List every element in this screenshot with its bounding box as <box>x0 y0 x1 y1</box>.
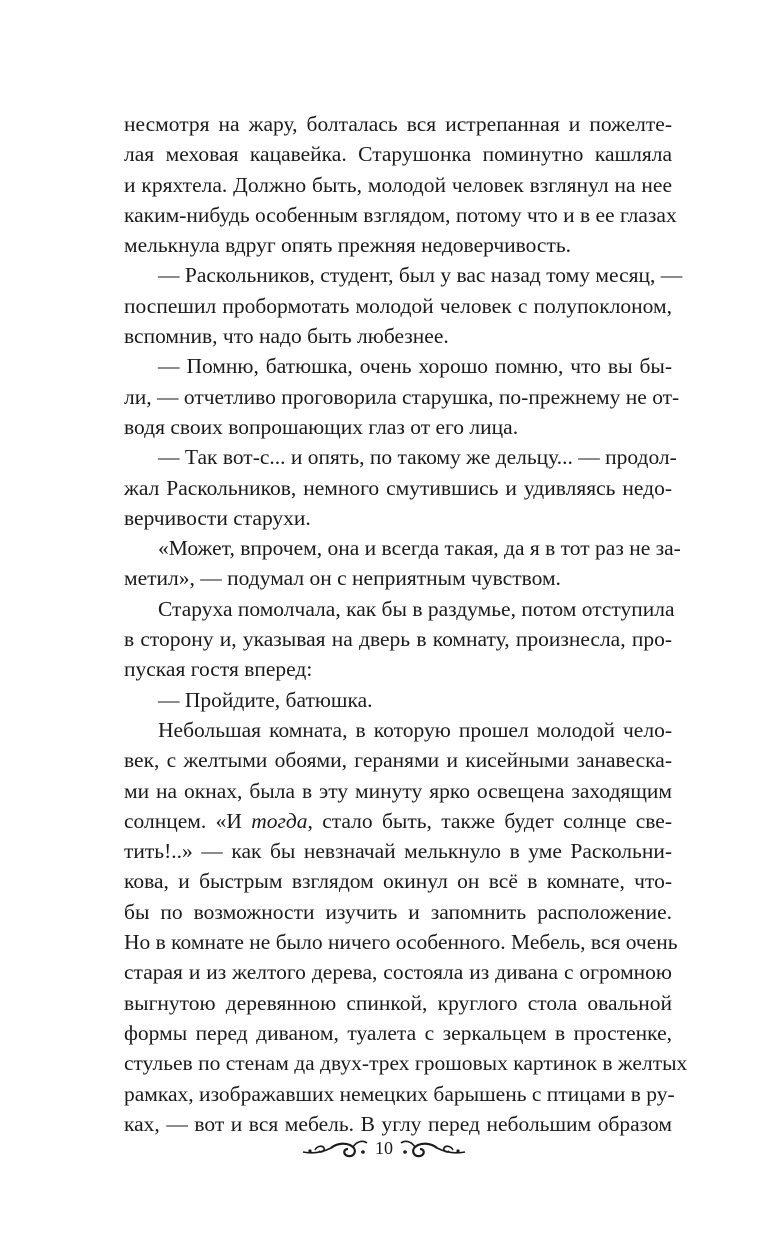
text-line: пуская гостя вперед: <box>124 657 313 682</box>
text-line: несмотря на жару, болталась вся истрепанная и пожелте- <box>124 112 672 136</box>
text-segment: , стало быть, также будет солнце све- <box>307 808 672 833</box>
page-number: 10 <box>375 1138 393 1158</box>
text-line-with-emphasis <box>124 806 672 836</box>
text-line: бы по возможности изучить и запомнить расположение. <box>124 899 672 924</box>
text-line: — Так вот-с... и опять, по такому же дельцу... — продол- <box>158 445 677 470</box>
text-line: в сторону и, указывая на дверь в комнату, произнесла, про- <box>124 627 672 652</box>
text-line: лая меховая кацавейка. Старушонка поминутно кашляла <box>124 142 672 167</box>
text-line: и кряхтела. Должно быть, молодой человек взглянул на нее <box>124 172 672 197</box>
text-line: Небольшая комната, в которую прошел молодой чело- <box>158 717 672 742</box>
page-footer <box>0 1128 768 1168</box>
text-line: — Пройдите, батюшка. <box>158 687 373 712</box>
ornament-left-icon <box>301 1133 369 1163</box>
text-line: мелькнула вдруг опять прежняя недоверчивость. <box>124 233 572 258</box>
text-line: выгнутою деревянною спинкой, круглого стола овальной <box>124 990 672 1015</box>
text-line: рамках, изображавших немецких барышень с птицами в ру- <box>124 1081 675 1106</box>
text-line: поспешил пробормотать молодой человек с полупоклоном, <box>124 293 672 318</box>
text-line: — Помню, батюшка, очень хорошо помню, что вы бы- <box>158 354 672 379</box>
text-line: ми на окнах, была в эту минуту ярко освещена заходящим <box>124 778 672 803</box>
text-line: ках, — вот и вся мебель. В углу перед небольшим образом <box>124 1111 672 1136</box>
text-line: «Может, впрочем, она и всегда такая, да я в тот раз не за- <box>158 536 681 561</box>
emphasis-word: тогда <box>251 808 308 833</box>
body-text <box>124 109 688 1139</box>
text-line: водя своих вопрошающих глаз от его лица. <box>124 414 519 439</box>
text-line: старая и из желтого дерева, состояла из дивана с огромною <box>124 960 672 985</box>
text-line: стульев по стенам да двух-трех грошовых картинок в желтых <box>124 1051 688 1076</box>
text-line: век, с желтыми обоями, геранями и кисейными занавеска- <box>124 748 672 773</box>
text-line: формы перед диваном, туалета с зеркальцем в простенке, <box>124 1020 672 1045</box>
text-line: каким-нибудь особенным взглядом, потому что и в ее глазах <box>124 202 677 227</box>
ornament-right-icon <box>399 1133 467 1163</box>
text-line: тить!..» — как бы невзначай мелькнуло в уме Раскольни- <box>124 839 672 864</box>
text-line: ли, — отчетливо проговорила старушка, по-прежнему не от- <box>124 384 680 409</box>
text-line: Старуха помолчала, как бы в раздумье, потом отступила <box>158 596 675 621</box>
text-line: кова, и быстрым взглядом окинул он всё в комнате, что- <box>124 869 672 894</box>
text-line: — Раскольников, студент, был у вас назад тому месяц, — <box>158 263 683 288</box>
text-line: метил», — подумал он с неприятным чувством. <box>124 566 561 591</box>
text-line: верчивости старухи. <box>124 505 311 530</box>
text-line: Но в комнате не было ничего особенного. Мебель, вся очень <box>124 930 678 955</box>
text-line: жал Раскольников, немного смутившись и удивляясь недо- <box>124 475 672 500</box>
text-line: вспомнив, что надо быть любезнее. <box>124 324 449 349</box>
text-segment: солнцем. «И <box>124 808 252 833</box>
